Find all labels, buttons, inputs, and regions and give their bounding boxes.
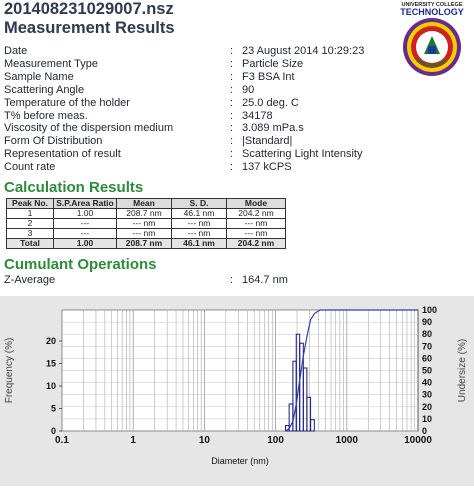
measurement-value: 34178 <box>242 109 273 122</box>
measurement-value: 25.0 deg. C <box>242 96 299 109</box>
table-row <box>7 229 286 239</box>
file-name: 201408231029007.nsz <box>4 0 174 18</box>
cumulant-title: Cumulant Operations <box>4 256 157 273</box>
logo-text-main: TECHNOLOGY <box>400 7 464 17</box>
calculation-title: Calculation Results <box>4 179 144 196</box>
measurement-label: Viscosity of the dispersion medium <box>4 122 174 135</box>
measurement-row <box>4 58 404 70</box>
y-axis-label-left: Frequency (%) <box>4 337 15 404</box>
university-logo <box>395 0 469 78</box>
measurement-value: |Standard| <box>242 135 293 148</box>
y-tick-label-left: 15 <box>45 358 56 369</box>
measurement-row <box>4 161 404 173</box>
y-tick-label-left: 0 <box>50 426 56 436</box>
x-tick-label: 100 <box>267 435 284 446</box>
page-title: Measurement Results <box>4 19 175 37</box>
measurement-row <box>4 84 404 96</box>
measurement-value: F3 BSA Int <box>242 70 295 83</box>
y-tick-label-right: 10 <box>422 413 433 424</box>
separator: : <box>230 70 234 83</box>
table-row <box>7 219 286 229</box>
y-tick-label-right: 20 <box>422 401 433 412</box>
separator: : <box>230 161 234 174</box>
cell: 204.2 nm <box>227 209 286 219</box>
y-tick-label-right: 100 <box>422 305 438 315</box>
cell: --- nm <box>227 229 286 239</box>
x-axis-label: Diameter (nm) <box>211 456 269 466</box>
z-average-value: 164.7 nm <box>242 274 288 286</box>
y-tick-label-left: 5 <box>50 403 56 414</box>
separator: : <box>230 274 234 286</box>
cell: --- <box>54 219 117 229</box>
x-tick-label: 10000 <box>404 435 432 446</box>
cell: --- nm <box>172 219 227 229</box>
measurement-row <box>4 45 404 57</box>
measurement-value: 23 August 2014 10:29:23 <box>242 45 365 57</box>
cell: 46.1 nm <box>172 239 227 249</box>
cell: --- nm <box>227 219 286 229</box>
col-header: Mean <box>117 199 172 209</box>
measurement-row <box>4 71 404 83</box>
y-tick-label-right: 30 <box>422 389 433 400</box>
separator: : <box>230 148 234 161</box>
cell: 1.00 <box>54 209 117 219</box>
y-tick-label-right: 50 <box>422 365 433 376</box>
measurement-label: Date <box>4 45 28 57</box>
y-tick-label-right: 90 <box>422 317 433 328</box>
cell: 208.7 nm <box>117 239 172 249</box>
cell: 1.00 <box>54 239 117 249</box>
col-header: Mode <box>227 199 286 209</box>
y-tick-label-right: 40 <box>422 377 433 388</box>
logo-emblem <box>395 0 469 78</box>
cell: --- <box>54 229 117 239</box>
cell: --- nm <box>172 229 227 239</box>
measurement-row <box>4 97 404 109</box>
separator: : <box>230 96 234 109</box>
measurement-row <box>4 122 404 134</box>
y-tick-label-left: 10 <box>45 380 56 391</box>
cell: 2 <box>7 219 54 229</box>
cell: 204.2 nm <box>227 239 286 249</box>
col-header: S. D. <box>172 199 227 209</box>
cell: 46.1 nm <box>172 209 227 219</box>
measurement-row <box>4 135 404 147</box>
col-header: S.P.Area Ratio <box>54 199 117 209</box>
logo-text-top: UNIVERSITY COLLEGE <box>401 2 463 8</box>
x-tick-label: 10 <box>198 435 210 446</box>
z-average-label: Z-Average <box>4 274 56 286</box>
cell: --- nm <box>117 229 172 239</box>
measurement-label: T% before meas. <box>4 109 88 122</box>
measurement-value: Particle Size <box>242 57 304 70</box>
y-tick-label-right: 80 <box>422 329 433 340</box>
z-average-row <box>4 274 404 286</box>
table-total-row <box>7 239 286 249</box>
col-header: Peak No. <box>7 199 54 209</box>
measurement-value: Scattering Light Intensity <box>242 148 363 161</box>
measurement-label: Measurement Type <box>4 57 98 70</box>
measurement-value: 137 kCPS <box>242 161 292 174</box>
separator: : <box>230 122 234 135</box>
measurement-row <box>4 110 404 122</box>
measurement-label: Scattering Angle <box>4 83 85 96</box>
chart-svg <box>0 296 474 486</box>
y-tick-label-right: 70 <box>422 341 433 352</box>
separator: : <box>230 109 234 122</box>
table-header-row <box>7 199 286 209</box>
y-axis-label-right: Undersize (%) <box>457 338 468 403</box>
measurement-label: Count rate <box>4 161 56 174</box>
cell: 1 <box>7 209 54 219</box>
y-tick-label-left: 20 <box>45 335 56 346</box>
cell: --- nm <box>117 219 172 229</box>
separator: : <box>230 57 234 70</box>
measurement-label: Sample Name <box>4 70 74 83</box>
x-tick-label: 1000 <box>335 435 358 446</box>
y-tick-label-right: 60 <box>422 353 433 364</box>
y-tick-label-right: 0 <box>422 426 428 436</box>
separator: : <box>230 83 234 96</box>
x-tick-label: 0.1 <box>55 435 69 446</box>
x-tick-label: 1 <box>130 435 136 446</box>
separator: : <box>230 45 234 57</box>
cell: 3 <box>7 229 54 239</box>
cell: 208.7 nm <box>117 209 172 219</box>
measurement-value: 90 <box>242 83 255 96</box>
cell: Total <box>7 239 54 249</box>
measurement-label: Temperature of the holder <box>4 96 130 109</box>
calculation-table <box>6 198 286 249</box>
size-distribution-chart <box>0 296 474 486</box>
separator: : <box>230 135 234 148</box>
measurement-label: Representation of result <box>4 148 121 161</box>
measurement-row <box>4 148 404 160</box>
measurement-value: 3.089 mPa.s <box>242 122 304 135</box>
table-row <box>7 209 286 219</box>
measurement-label: Form Of Distribution <box>4 135 103 148</box>
